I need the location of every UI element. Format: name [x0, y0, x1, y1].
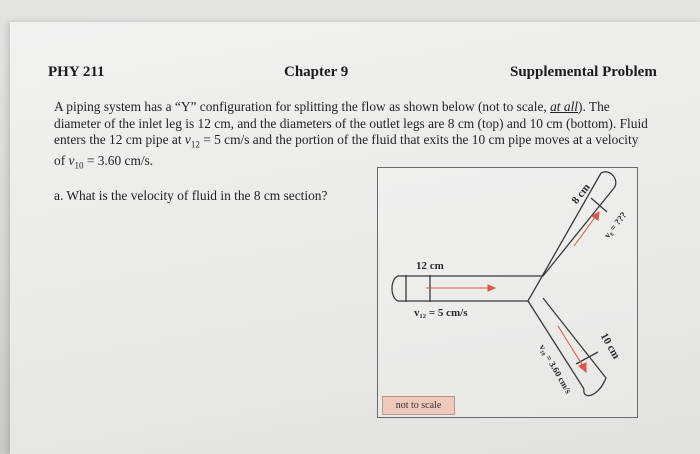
- pipe-top-outer-wall: [398, 173, 601, 301]
- inlet-arrowhead: [488, 285, 495, 291]
- inlet-diameter-label: 12 cm: [416, 260, 444, 272]
- chapter-title: Chapter 9: [284, 64, 349, 80]
- problem-line-2: diameter of the inlet leg is 12 cm, and the diameters of the outlet legs are 8 cm (top) and 10 cm (bottom). Fluid: [54, 115, 648, 131]
- problem-line-3: enters the 12 cm pipe at $v_{12} = 5$ cm/s and the portion of the fluid that exits the 10 cm pipe moves at a velocity: [54, 132, 639, 150]
- top-velocity-label: v₈ = ???: [601, 209, 629, 241]
- course-title: PHY 211: [48, 64, 105, 80]
- not-to-scale-note: not to scale: [382, 396, 455, 415]
- bottom-arrowhead: [579, 363, 586, 372]
- top-flow-arrow: [574, 216, 596, 246]
- problem-statement: [54, 99, 666, 174]
- problem-line-4: of $v_{10} = 3.60$ cm/s.: [54, 153, 154, 171]
- section-title: Supplemental Problem: [510, 64, 657, 80]
- emphasis-at-all: at all: [550, 99, 579, 114]
- top-diameter-label: 8 cm: [569, 181, 593, 207]
- bottom-outlet-end-cap: [584, 378, 606, 396]
- bottom-diameter-label: 10 cm: [597, 330, 623, 362]
- pipe-drawing: [378, 168, 637, 417]
- pipe-diagram: [377, 167, 638, 418]
- question-a: a. What is the velocity of fluid in the 8 cm section?: [54, 188, 328, 203]
- problem-line-1: A piping system has a “Y” configuration for splitting the flow as shown below (not to scale, at all). The: [54, 99, 610, 114]
- inlet-end-cap: [392, 276, 398, 301]
- top-outlet-end-cap: [601, 172, 616, 188]
- bottom-velocity-label: v₁₀ = 3.60 cm/s: [537, 342, 574, 396]
- inlet-velocity-label: v₁₂ = 5 cm/s: [414, 307, 468, 319]
